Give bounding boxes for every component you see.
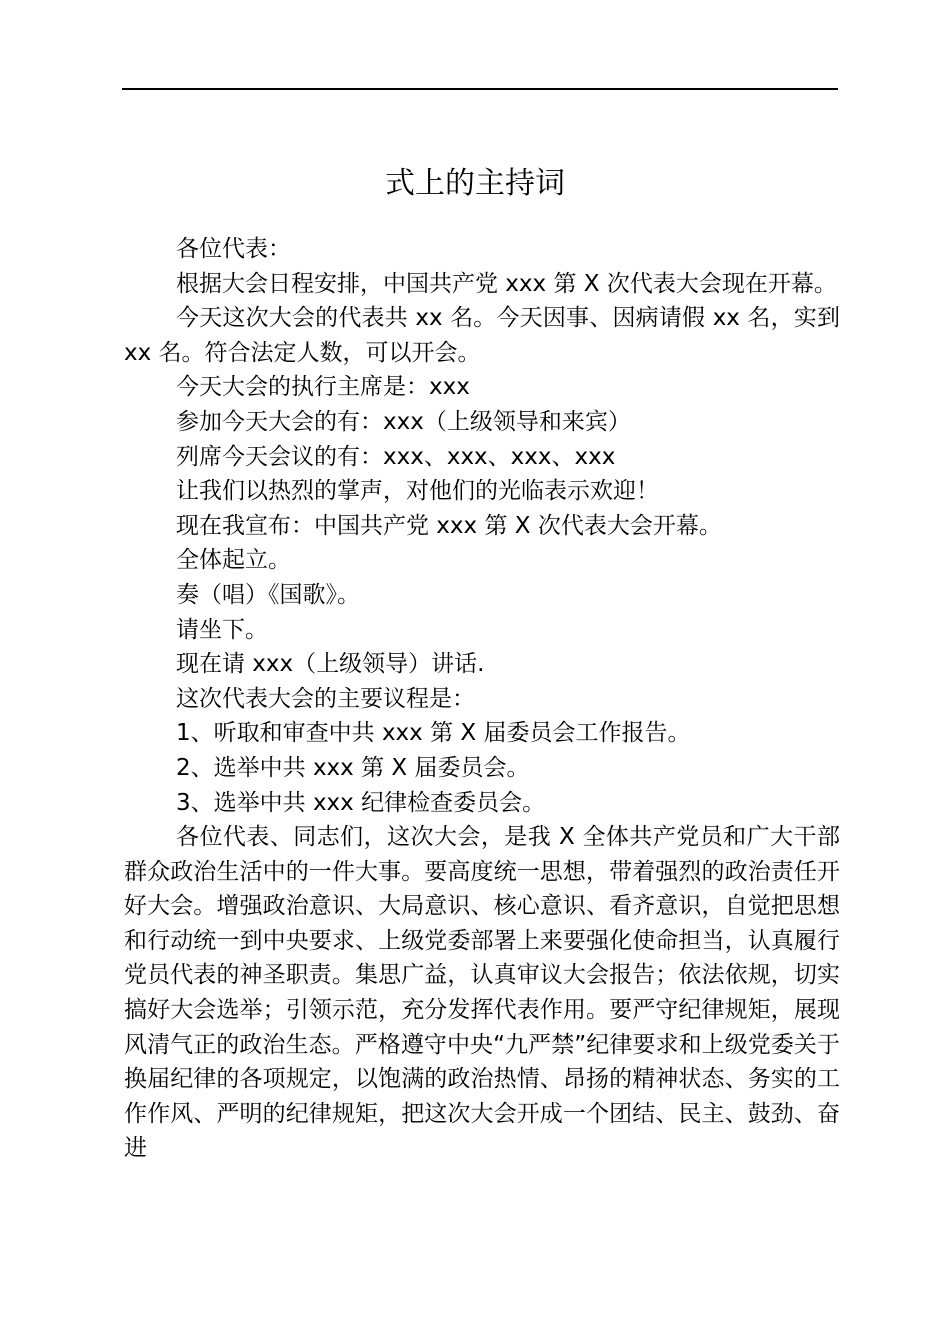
paragraph-welcome: 让我们以热烈的掌声，对他们的光临表示欢迎！ [176,478,659,505]
paragraph-observers: 列席今天会议的有：xxx、xxx、xxx、xxx [176,443,616,470]
paragraph-attendance: 今天这次大会的代表共 xx 名。今天因事、因病请假 xx 名，实到 xx 名。符合法定人数，可以开会。 [124,305,840,366]
paragraph-stand: 全体起立。 [176,547,291,574]
paragraph-salutation: 各位代表： [176,236,291,262]
page-title: 式上的主持词 [385,166,565,202]
paragraph-announce: 现在我宣布：中国共产党 xxx 第 X 次代表大会开幕。 [176,512,722,539]
paragraph-chair: 今天大会的执行主席是：xxx [176,374,470,401]
paragraph-opening: 根据大会日程安排，中国共产党 xxx 第 X 次代表大会现在开幕。 [176,270,837,297]
paragraph-agenda-intro: 这次代表大会的主要议程是： [176,685,475,712]
paragraph-anthem: 奏（唱）《国歌》。 [176,581,360,608]
agenda-item-2: 2、选举中共 xxx 第 X 届委员会。 [176,754,530,781]
agenda-item-3: 3、选举中共 xxx 纪律检查委员会。 [176,789,546,816]
paragraph-guests: 参加今天大会的有：xxx（上级领导和来宾） [176,408,631,435]
agenda-item-1: 1、听取和审查中共 xxx 第 X 届委员会工作报告。 [176,720,691,747]
paragraph-address: 各位代表、同志们，这次大会，是我 X 全体共产党员和广大干部群众政治生活中的一件大事。要高度统一思想，带着强烈的政治责任开好大会。增强政治意识、大局意识、核心意识、看齐意识，自觉把思想和行动统一到中央要求、上级党委部署上来要强化使命担当，认真履行党员代表的神圣职责。集思广益，认真审议大会报告；依法依规，切实搞好大会选举；引领示范，充分发挥代表作用。要严守纪律规矩，展现风清气正的政治生态。严格遵守中央“九严禁”纪律要求和上级党委关于换届纪律的各项规定，以饱满的政治热情、昂扬的精神状态、务实的工作作风、严明的纪律规矩，把这次大会开成一个团结、民主、鼓劲、奋进 [124,824,840,1162]
paragraph-speech: 现在请 xxx（上级领导）讲话. [176,651,485,678]
document-body [124,232,840,1166]
header-rule [122,88,838,90]
paragraph-sit: 请坐下。 [176,616,268,643]
